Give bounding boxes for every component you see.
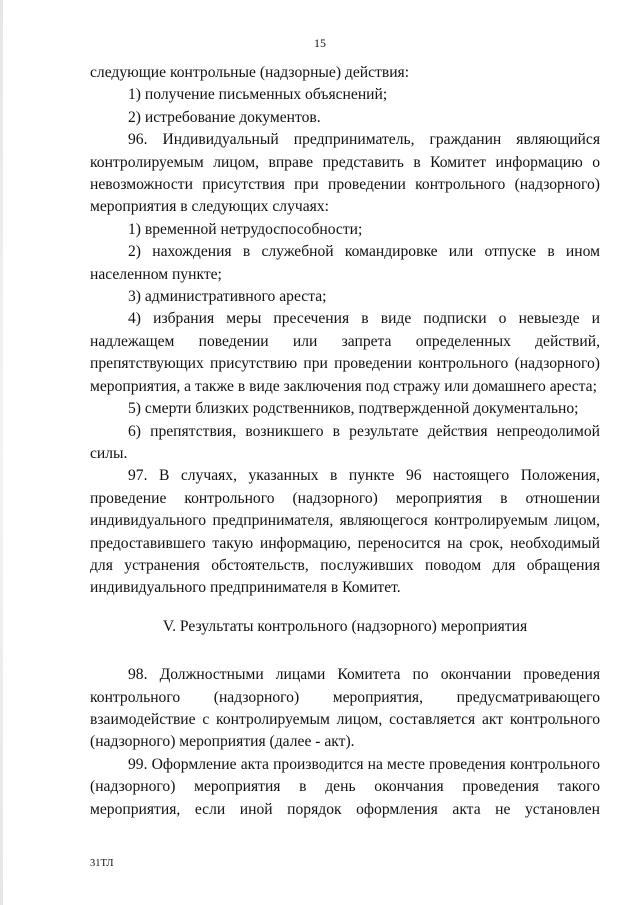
paragraph-96: 96. Индивидуальный предприниматель, гражданин являющийся контролируемым лицом, вправе представить в Комитет информацию о невозможности присутствия при проведении контрольного (надзорного) мероприятия в следующих случаях: xyxy=(90,131,600,216)
list-item: 1) получение письменных объяснений; xyxy=(128,86,388,104)
list-item: 2) нахождения в служебной командировке или отпуске в ином населенном пункте; xyxy=(90,243,600,283)
paragraph-98: 98. Должностными лицами Комитета по окончании проведения контрольного (надзорного) мероприятия, предусматривающего взаимодействие с контролируемым лицом, составляется акт контрольного (надзорного) мероприятия (далее - акт). xyxy=(90,666,600,751)
list-item: 1) временной нетрудоспособности; xyxy=(128,220,363,238)
paragraph: следующие контрольные (надзорные) действия: xyxy=(90,64,410,81)
list-item: 4) избрания меры пресечения в виде подписки о невыезде и надлежащем поведении или запрета определенных действий, препятствующих присутствию при проведении контрольного (надзорного) мероприятия, а также в виде заключения под стражу или домашнего ареста; xyxy=(90,310,600,395)
document-body xyxy=(90,62,600,821)
list-item: 2) истребование документов. xyxy=(128,108,321,126)
document-code: 31ТЛ xyxy=(90,858,114,869)
section-heading: V. Результаты контрольного (надзорного) мероприятия xyxy=(162,617,528,635)
list-item: 3) административного ареста; xyxy=(128,288,327,306)
paragraph-97: 97. В случаях, указанных в пункте 96 настоящего Положения, проведение контрольного (надзорного) мероприятия в отношении индивидуального предпринимателя, являющегося контролируемым лицом, предоставившего такую информацию, переносится на срок, необходимый для устранения обстоятельств, послуживших поводом для обращения индивидуального предпринимателя в Комитет. xyxy=(90,467,600,597)
paragraph-99: 99. Оформление акта производится на месте проведения контрольного (надзорного) мероприятия в день окончания проведения такого мероприятия, если иной порядок оформления акта не установлен xyxy=(90,755,600,818)
scan-edge xyxy=(0,0,3,905)
list-item: 5) смерти близких родственников, подтвержденной документально; xyxy=(128,400,579,418)
page-number: 15 xyxy=(314,36,326,50)
list-item: 6) препятствия, возникшего в результате действия непреодолимой силы. xyxy=(90,422,600,462)
